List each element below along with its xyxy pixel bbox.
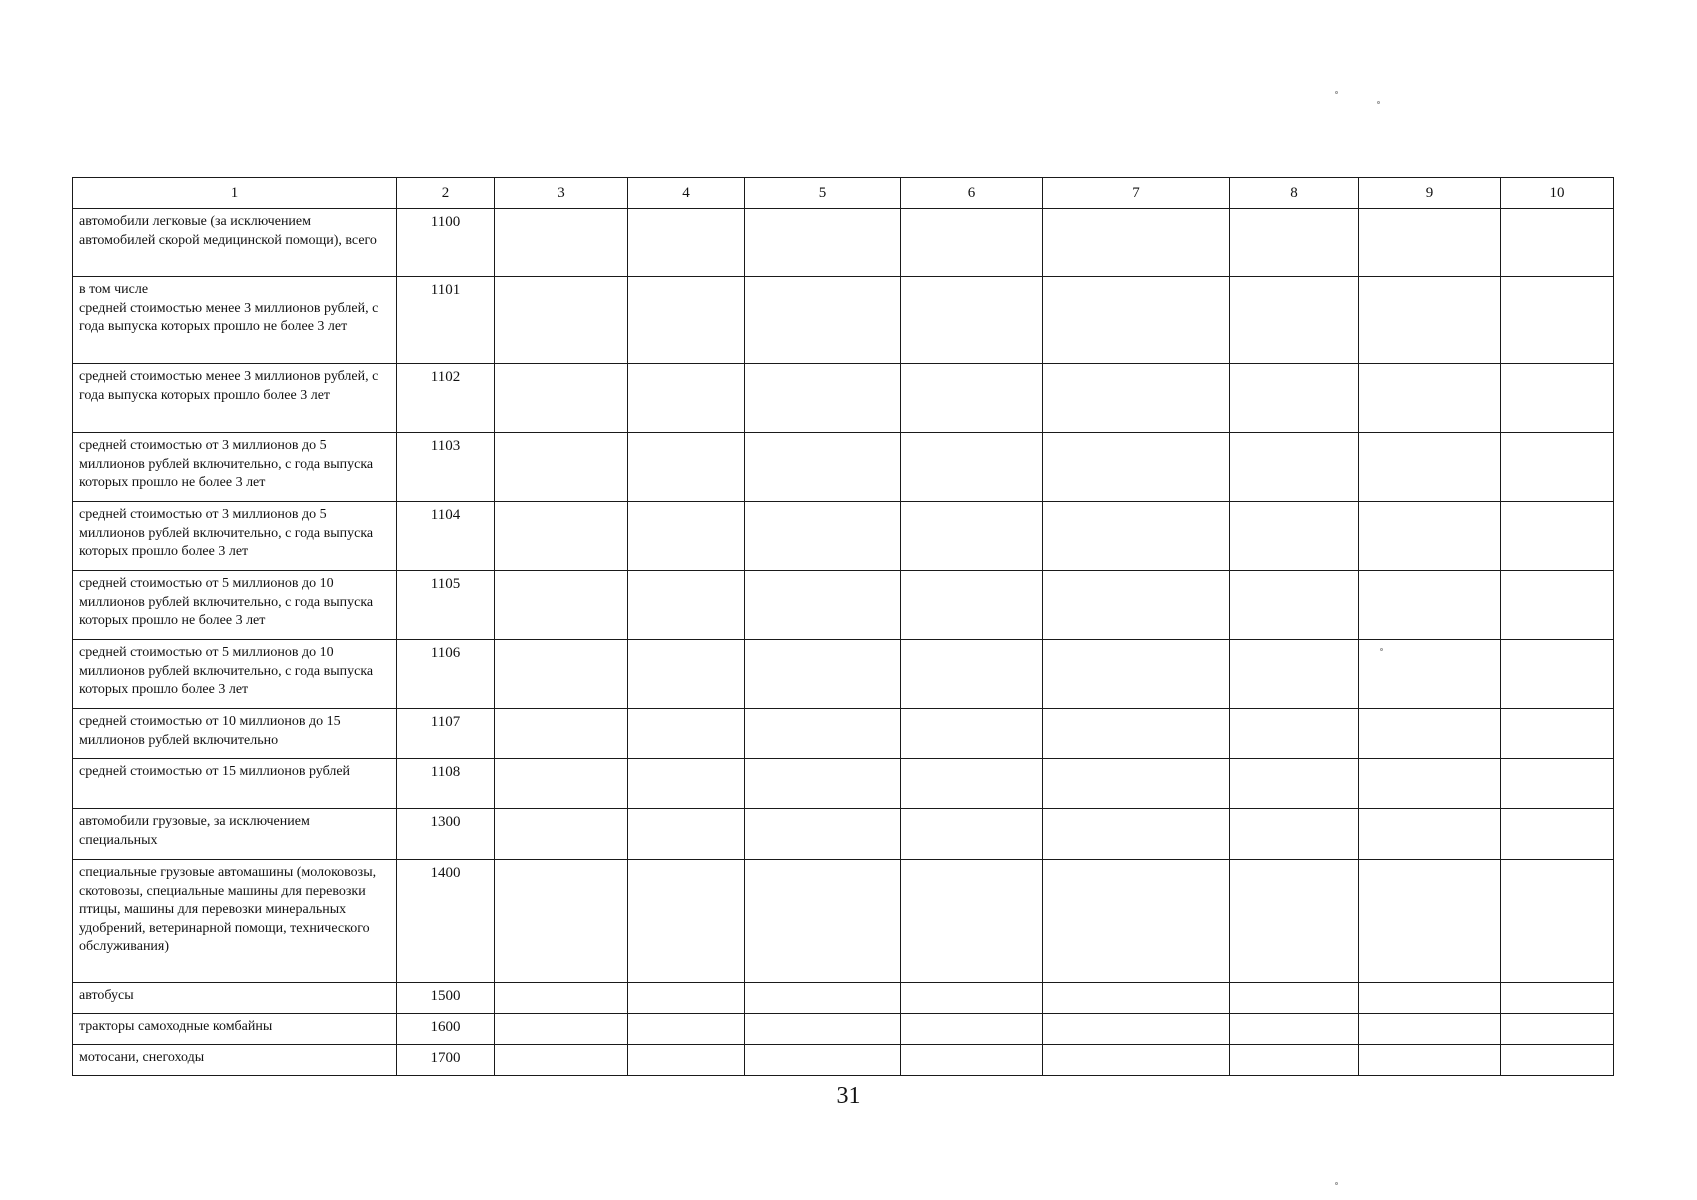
empty-cell (1230, 1014, 1359, 1045)
header-cell: 2 (397, 178, 495, 209)
empty-cell (1230, 571, 1359, 640)
empty-cell (495, 502, 628, 571)
row-label: мотосани, снегоходы (73, 1045, 397, 1076)
row-label: средней стоимостью от 3 миллионов до 5 миллионов рублей включительно, с года выпуска которых прошло не более 3 лет (73, 433, 397, 502)
empty-cell (1501, 809, 1614, 860)
row-code: 1107 (397, 709, 495, 759)
empty-cell (1230, 809, 1359, 860)
empty-cell (628, 502, 745, 571)
empty-cell (628, 983, 745, 1014)
empty-cell (901, 1014, 1043, 1045)
empty-cell (1359, 1014, 1501, 1045)
empty-cell (1043, 277, 1230, 364)
row-label: автобусы (73, 983, 397, 1014)
empty-cell (1043, 364, 1230, 433)
table-row (73, 640, 1614, 709)
empty-cell (1359, 277, 1501, 364)
row-label: автомобили легковые (за исключением автомобилей скорой медицинской помощи), всего (73, 209, 397, 277)
empty-cell (901, 1045, 1043, 1076)
row-code: 1100 (397, 209, 495, 277)
header-cell: 9 (1359, 178, 1501, 209)
table-row (73, 860, 1614, 983)
row-code: 1600 (397, 1014, 495, 1045)
empty-cell (628, 860, 745, 983)
empty-cell (1501, 983, 1614, 1014)
header-cell: 5 (745, 178, 901, 209)
empty-cell (901, 860, 1043, 983)
empty-cell (901, 209, 1043, 277)
empty-cell (1359, 759, 1501, 809)
row-code: 1400 (397, 860, 495, 983)
header-cell: 6 (901, 178, 1043, 209)
header-cell: 7 (1043, 178, 1230, 209)
row-code: 1300 (397, 809, 495, 860)
empty-cell (745, 809, 901, 860)
table-row (73, 571, 1614, 640)
row-code: 1108 (397, 759, 495, 809)
empty-cell (901, 809, 1043, 860)
empty-cell (1501, 571, 1614, 640)
table-row (73, 709, 1614, 759)
empty-cell (1230, 640, 1359, 709)
empty-cell (1230, 502, 1359, 571)
header-cell: 1 (73, 178, 397, 209)
row-code: 1101 (397, 277, 495, 364)
row-label: средней стоимостью от 3 миллионов до 5 миллионов рублей включительно, с года выпуска которых прошло более 3 лет (73, 502, 397, 571)
empty-cell (628, 1045, 745, 1076)
empty-cell (1043, 433, 1230, 502)
empty-cell (901, 571, 1043, 640)
empty-cell (745, 502, 901, 571)
table-row (73, 1045, 1614, 1076)
empty-cell (745, 640, 901, 709)
empty-cell (495, 1014, 628, 1045)
empty-cell (1043, 1014, 1230, 1045)
empty-cell (1501, 1045, 1614, 1076)
header-cell: 10 (1501, 178, 1614, 209)
empty-cell (628, 277, 745, 364)
empty-cell (901, 277, 1043, 364)
empty-cell (495, 860, 628, 983)
empty-cell (745, 571, 901, 640)
empty-cell (1359, 860, 1501, 983)
empty-cell (628, 709, 745, 759)
empty-cell (1043, 571, 1230, 640)
empty-cell (628, 571, 745, 640)
empty-cell (1501, 709, 1614, 759)
header-cell: 4 (628, 178, 745, 209)
empty-cell (745, 983, 901, 1014)
table-row (73, 809, 1614, 860)
empty-cell (1043, 983, 1230, 1014)
empty-cell (901, 983, 1043, 1014)
empty-cell (628, 364, 745, 433)
table-header-row (73, 178, 1614, 209)
empty-cell (901, 759, 1043, 809)
empty-cell (1359, 364, 1501, 433)
empty-cell (1501, 277, 1614, 364)
row-label: специальные грузовые автомашины (молоковозы, скотовозы, специальные машины для перевозки птицы, машины для перевозки минеральных удобрений, ветеринарной помощи, технического обслуживания) (73, 860, 397, 983)
empty-cell (1501, 860, 1614, 983)
empty-cell (901, 502, 1043, 571)
empty-cell (1230, 433, 1359, 502)
empty-cell (495, 433, 628, 502)
empty-cell (1359, 709, 1501, 759)
empty-cell (1043, 502, 1230, 571)
empty-cell (1359, 640, 1501, 709)
row-label: средней стоимостью от 5 миллионов до 10 миллионов рублей включительно, с года выпуска которых прошло более 3 лет (73, 640, 397, 709)
empty-cell (901, 709, 1043, 759)
empty-cell (745, 860, 901, 983)
empty-cell (901, 364, 1043, 433)
row-label: средней стоимостью от 10 миллионов до 15 миллионов рублей включительно (73, 709, 397, 759)
empty-cell (1043, 709, 1230, 759)
empty-cell (1230, 209, 1359, 277)
table-body (73, 178, 1614, 1076)
header-cell: 8 (1230, 178, 1359, 209)
empty-cell (1230, 709, 1359, 759)
empty-cell (495, 571, 628, 640)
empty-cell (1043, 209, 1230, 277)
table-row (73, 433, 1614, 502)
empty-cell (745, 433, 901, 502)
row-label: средней стоимостью менее 3 миллионов рублей, с года выпуска которых прошло более 3 лет (73, 364, 397, 433)
empty-cell (745, 709, 901, 759)
empty-cell (495, 640, 628, 709)
empty-cell (495, 709, 628, 759)
table-row (73, 277, 1614, 364)
empty-cell (1043, 809, 1230, 860)
empty-cell (1359, 983, 1501, 1014)
scan-speck (1335, 1182, 1338, 1185)
vehicle-table (72, 177, 1614, 1076)
row-code: 1105 (397, 571, 495, 640)
empty-cell (1230, 983, 1359, 1014)
empty-cell (901, 640, 1043, 709)
empty-cell (1501, 364, 1614, 433)
row-code: 1106 (397, 640, 495, 709)
empty-cell (745, 209, 901, 277)
empty-cell (1043, 860, 1230, 983)
empty-cell (745, 277, 901, 364)
empty-cell (628, 809, 745, 860)
empty-cell (1359, 433, 1501, 502)
empty-cell (901, 433, 1043, 502)
row-label: в том числе средней стоимостью менее 3 миллионов рублей, с года выпуска которых прошло не более 3 лет (73, 277, 397, 364)
empty-cell (1359, 209, 1501, 277)
empty-cell (1501, 640, 1614, 709)
empty-cell (1359, 502, 1501, 571)
empty-cell (495, 209, 628, 277)
row-label: средней стоимостью от 5 миллионов до 10 миллионов рублей включительно, с года выпуска которых прошло не более 3 лет (73, 571, 397, 640)
empty-cell (628, 759, 745, 809)
empty-cell (1359, 571, 1501, 640)
row-code: 1102 (397, 364, 495, 433)
table-row (73, 364, 1614, 433)
empty-cell (495, 983, 628, 1014)
empty-cell (1230, 364, 1359, 433)
empty-cell (1043, 1045, 1230, 1076)
empty-cell (1501, 209, 1614, 277)
empty-cell (1359, 1045, 1501, 1076)
table-row (73, 502, 1614, 571)
empty-cell (1230, 1045, 1359, 1076)
empty-cell (1501, 502, 1614, 571)
header-cell: 3 (495, 178, 628, 209)
empty-cell (628, 209, 745, 277)
empty-cell (1043, 759, 1230, 809)
empty-cell (628, 640, 745, 709)
scan-speck (1377, 101, 1380, 104)
table-row (73, 209, 1614, 277)
scan-speck (1335, 91, 1338, 94)
empty-cell (495, 1045, 628, 1076)
row-label: тракторы самоходные комбайны (73, 1014, 397, 1045)
empty-cell (1230, 759, 1359, 809)
empty-cell (1359, 809, 1501, 860)
empty-cell (1230, 860, 1359, 983)
table-row (73, 759, 1614, 809)
table-row (73, 983, 1614, 1014)
empty-cell (745, 759, 901, 809)
table-row (73, 1014, 1614, 1045)
empty-cell (628, 1014, 745, 1045)
empty-cell (495, 364, 628, 433)
row-code: 1104 (397, 502, 495, 571)
row-label: автомобили грузовые, за исключением специальных (73, 809, 397, 860)
empty-cell (745, 1014, 901, 1045)
row-code: 1500 (397, 983, 495, 1014)
page-number: 31 (836, 1083, 861, 1109)
empty-cell (495, 809, 628, 860)
empty-cell (1043, 640, 1230, 709)
empty-cell (1230, 277, 1359, 364)
empty-cell (1501, 759, 1614, 809)
row-code: 1700 (397, 1045, 495, 1076)
empty-cell (628, 433, 745, 502)
empty-cell (745, 1045, 901, 1076)
empty-cell (495, 277, 628, 364)
empty-cell (1501, 1014, 1614, 1045)
empty-cell (745, 364, 901, 433)
row-label: средней стоимостью от 15 миллионов рублей (73, 759, 397, 809)
empty-cell (495, 759, 628, 809)
empty-cell (1501, 433, 1614, 502)
row-code: 1103 (397, 433, 495, 502)
